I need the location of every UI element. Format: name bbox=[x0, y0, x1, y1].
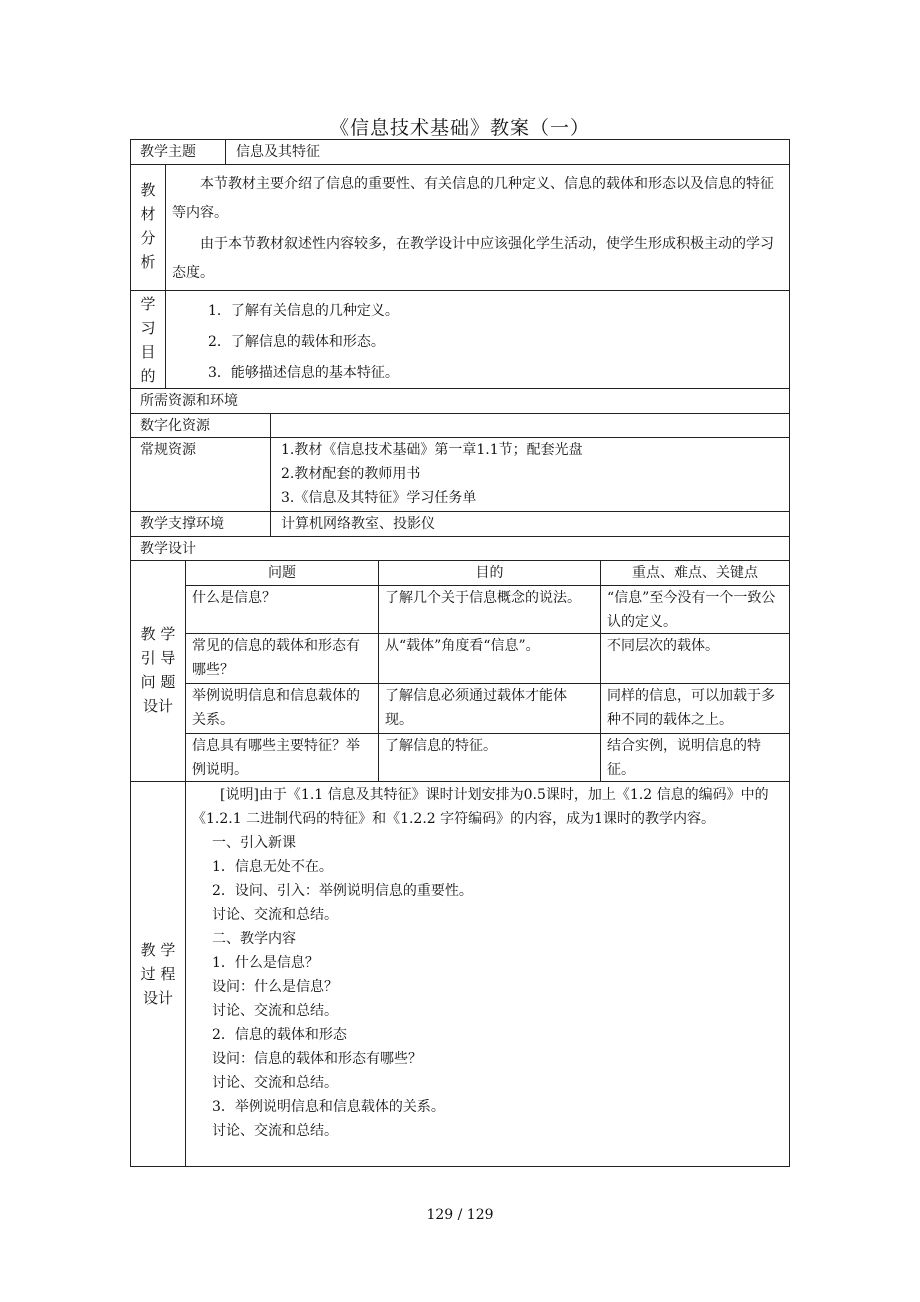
analysis-label: 教 材 分 析 bbox=[140, 181, 156, 271]
goal-item: 3．能够描述信息的基本特征。 bbox=[208, 365, 399, 381]
process-line: 设问：信息的载体和形态有哪些？ bbox=[212, 1051, 422, 1067]
table-cell: 了解信息必须通过载体才能体现。 bbox=[385, 688, 567, 728]
design-side-label: 教 学 引 导 问 题 设计 bbox=[140, 625, 176, 715]
process-note: [说明]由于《1.1 信息及其特征》课时计划安排为0.5课时，加上《1.2 信息的编码》中的《1.2.1 二进制代码的特征》和《1.2.2 字符编码》的内容，成为1课时的教学内容。 bbox=[192, 787, 769, 827]
process-line: 1．信息无处不在。 bbox=[212, 859, 333, 875]
resource-item: 1.教材《信息技术基础》第一章1.1节；配套光盘 bbox=[281, 442, 583, 458]
analysis-paragraph: 由于本节教材叙述性内容较多，在教学设计中应该强化学生活动，使学生形成积极主动的学习态度。 bbox=[172, 236, 774, 281]
process-line: 二、教学内容 bbox=[212, 931, 296, 947]
column-header-purpose: 目的 bbox=[475, 565, 504, 581]
column-header-question: 问题 bbox=[268, 565, 296, 581]
process-line: 3．举例说明信息和信息载体的关系。 bbox=[212, 1099, 445, 1115]
process-line: 讨论、交流和总结。 bbox=[212, 1123, 338, 1139]
table-cell: 不同层次的载体。 bbox=[607, 638, 719, 654]
topic-label: 教学主题 bbox=[140, 144, 196, 160]
table-cell: 信息具有哪些主要特征？举例说明。 bbox=[192, 738, 360, 778]
digital-resources-label: 数字化资源 bbox=[140, 418, 210, 434]
analysis-text bbox=[166, 170, 789, 288]
table-cell: 了解几个关于信息概念的说法。 bbox=[385, 590, 581, 606]
process-line: 2．信息的载体和形态 bbox=[212, 1027, 347, 1043]
table-cell: “信息”至今没有一个一致公认的定义。 bbox=[607, 590, 776, 630]
process-line: 2．设问、引入：举例说明信息的重要性。 bbox=[212, 883, 473, 899]
resource-item: 2.教材配套的教师用书 bbox=[281, 466, 421, 482]
process-line: 设问：什么是信息？ bbox=[212, 979, 338, 995]
table-cell: 了解信息的特征。 bbox=[385, 738, 497, 754]
document-title: 《信息技术基础》教案（一） bbox=[329, 117, 590, 139]
goals-label: 学 习 目 的 bbox=[140, 295, 156, 385]
analysis-paragraph: 本节教材主要介绍了信息的重要性、有关信息的几种定义、信息的载体和形态以及信息的特征等内容。 bbox=[172, 176, 774, 221]
table-cell: 举例说明信息和信息载体的关系。 bbox=[192, 688, 360, 728]
regular-resources-label: 常规资源 bbox=[140, 442, 196, 458]
process-line: 1．什么是信息？ bbox=[212, 955, 319, 971]
design-header: 教学设计 bbox=[140, 541, 196, 557]
process-side-label: 教 学 过 程 设计 bbox=[140, 941, 176, 1007]
goals-list bbox=[166, 296, 789, 389]
topic-value: 信息及其特征 bbox=[236, 144, 320, 160]
column-header-keypoints: 重点、难点、关键点 bbox=[632, 565, 758, 581]
resources-header: 所需资源和环境 bbox=[140, 393, 238, 409]
process-line: 讨论、交流和总结。 bbox=[212, 1003, 338, 1019]
table-cell: 同样的信息，可以加载于多种不同的载体之上。 bbox=[607, 688, 775, 728]
regular-resources-list bbox=[275, 438, 785, 510]
table-cell: 什么是信息？ bbox=[192, 590, 276, 606]
resource-item: 3.《信息及其特征》学习任务单 bbox=[281, 490, 477, 506]
process-line: 讨论、交流和总结。 bbox=[212, 1075, 338, 1091]
process-line: 一、引入新课 bbox=[212, 835, 296, 851]
table-cell: 从“载体”角度看“信息”。 bbox=[385, 638, 540, 654]
page-number: 129 / 129 bbox=[426, 1207, 494, 1223]
table-cell: 常见的信息的载体和形态有哪些？ bbox=[192, 638, 360, 678]
support-env-value: 计算机网络教室、投影仪 bbox=[281, 516, 435, 532]
goal-item: 2．了解信息的载体和形态。 bbox=[208, 334, 385, 350]
support-env-label: 教学支撑环境 bbox=[140, 516, 224, 532]
goal-item: 1．了解有关信息的几种定义。 bbox=[208, 303, 399, 319]
process-line: 讨论、交流和总结。 bbox=[212, 907, 338, 923]
table-cell: 结合实例，说明信息的特征。 bbox=[607, 738, 761, 778]
process-content bbox=[186, 783, 789, 1143]
